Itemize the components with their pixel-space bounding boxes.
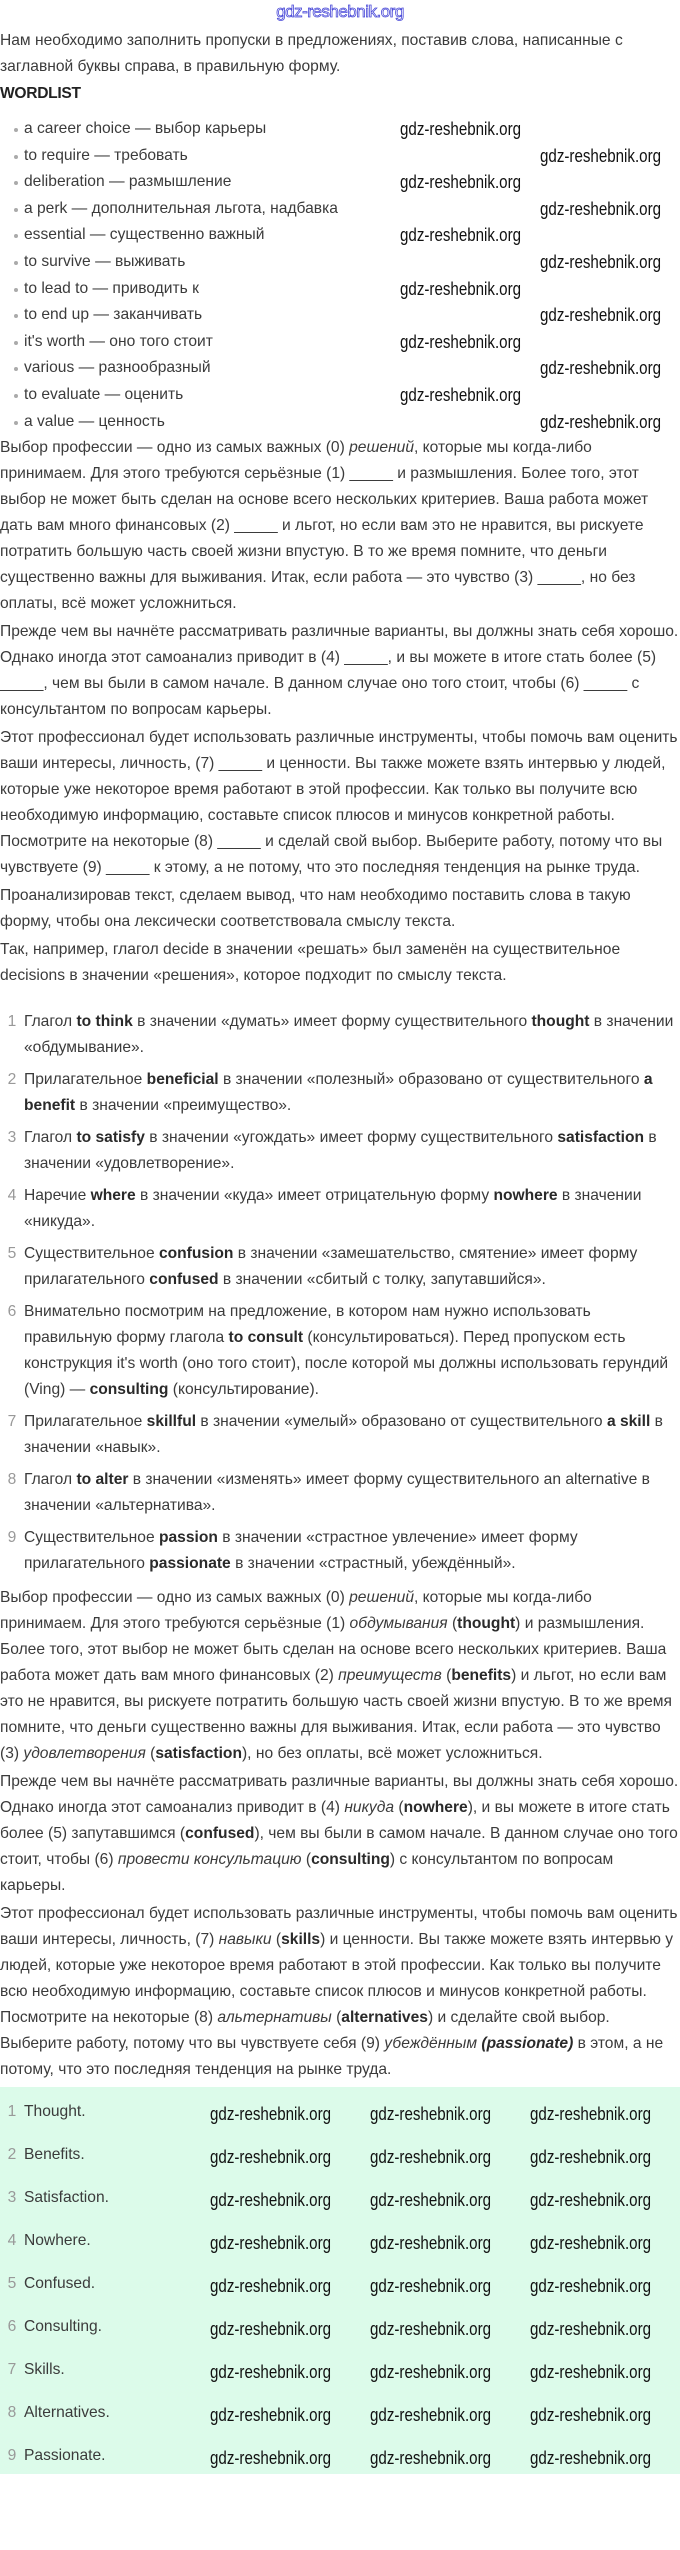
text-segment: (	[331, 2009, 342, 2027]
watermark-text: gdz-reshebnik.org	[370, 2147, 492, 2168]
watermark-text: gdz-reshebnik.org	[530, 2319, 652, 2340]
emphasis-text: преимуществ	[338, 1667, 442, 1685]
wordlist-item: to end up — заканчивать	[14, 302, 680, 329]
explanation-item	[0, 1525, 680, 1577]
emphasis-text: passionate	[149, 1555, 231, 1573]
watermark-text: gdz-reshebnik.org	[530, 2190, 652, 2211]
wordlist-item: a value — ценность	[14, 409, 680, 436]
item-number: 2	[7, 1071, 17, 1089]
solved-text	[0, 1585, 680, 2083]
answer-text: Satisfaction.	[24, 2188, 109, 2206]
site-header-watermark: gdz-reshebnik.org	[276, 2, 404, 21]
answer-number: 5	[7, 2274, 17, 2292]
text-segment: Глагол	[24, 1471, 77, 1489]
explanation-text	[24, 1409, 680, 1461]
watermark-text: gdz-reshebnik.org	[370, 2276, 492, 2297]
watermark-text: gdz-reshebnik.org	[210, 2448, 332, 2469]
answer-item	[0, 2302, 680, 2345]
watermark-text: gdz-reshebnik.org	[530, 2233, 652, 2254]
task-paragraph	[0, 725, 680, 881]
emphasis-text: benefits	[451, 1667, 512, 1685]
watermark-text: gdz-reshebnik.org	[400, 172, 522, 193]
wordlist-item: to survive — выживать	[14, 249, 680, 276]
watermark-text: gdz-reshebnik.org	[210, 2233, 332, 2254]
watermark-text: gdz-reshebnik.org	[210, 2276, 332, 2297]
text-segment: (	[447, 1615, 458, 1633]
watermark-text: gdz-reshebnik.org	[530, 2362, 652, 2383]
item-number: 3	[7, 1129, 17, 1147]
emphasis-text: alternatives	[341, 2009, 428, 2027]
emphasis-text: beneficial	[146, 1071, 219, 1089]
text-segment: в значении «изменять» имеет форму существительного an alternative в значении «альтернатива».	[24, 1471, 650, 1515]
explanation-item	[0, 1067, 680, 1119]
watermark-text: gdz-reshebnik.org	[370, 2362, 492, 2383]
watermark-text: gdz-reshebnik.org	[400, 119, 522, 139]
answer-item	[0, 2173, 680, 2216]
watermark-text: gdz-reshebnik.org	[370, 2448, 492, 2469]
emphasis-text: satisfaction	[557, 1129, 645, 1147]
text-segment: Глагол	[24, 1129, 77, 1147]
explanation-item	[0, 1009, 680, 1061]
text-segment: Выбор профессии — одно из самых важных (0)	[0, 1589, 350, 1607]
watermark-text: gdz-reshebnik.org	[540, 411, 662, 432]
watermark-text: gdz-reshebnik.org	[540, 145, 662, 166]
answer-number: 4	[7, 2231, 17, 2249]
watermark-text: gdz-reshebnik.org	[530, 2104, 652, 2125]
explanation-item	[0, 1125, 680, 1177]
answer-text: Skills.	[24, 2360, 65, 2378]
emphasis-text: никуда	[344, 1799, 395, 1817]
text-segment: в значении «навык».	[24, 1413, 663, 1457]
text-segment: Существительное	[24, 1245, 159, 1263]
emphasis-text: a benefit	[24, 1071, 653, 1115]
explanation-text	[24, 1183, 680, 1235]
text-segment: (	[301, 1851, 312, 1869]
wordlist-item: it's worth — оно того стоит	[14, 329, 680, 356]
wordlist-item: a career choice — выбор карьеры	[14, 116, 680, 143]
text-segment: Прежде чем вы начнёте рассматривать различные варианты, вы должны знать себя хорошо. Однако иногда этот самоанализ приводит в (4)	[0, 1773, 679, 1817]
text-segment: ) и размышления. Более того, этот выбор не может быть сделан на основе всего нескольких критериев. Ваша работа может дать вам много финансовых (2)	[0, 1615, 667, 1685]
wordlist-item: to lead to — приводить к	[14, 276, 680, 303]
emphasis-text: confused	[149, 1271, 219, 1289]
wordlist-heading: WORDLIST	[0, 85, 81, 102]
answer-item	[0, 2431, 680, 2474]
wordlist-item: deliberation — размышление	[14, 169, 680, 196]
answer-text: Benefits.	[24, 2145, 85, 2163]
wordlist-item: to require — требовать	[14, 143, 680, 170]
text-segment: в значении «страстное увлечение» имеет форму прилагательного	[24, 1529, 578, 1573]
watermark-text: gdz-reshebnik.org	[400, 331, 522, 352]
answer-item	[0, 2087, 680, 2130]
answer-item	[0, 2216, 680, 2259]
emphasis-text: to think	[76, 1013, 133, 1031]
explanation-text	[24, 1241, 680, 1293]
text-segment: Выбор профессии — одно из самых важных (0)	[0, 439, 350, 457]
watermark-text: gdz-reshebnik.org	[530, 2405, 652, 2426]
item-number: 9	[7, 1529, 17, 1547]
emphasis-text: решений	[349, 1589, 414, 1607]
text-segment: Этот профессионал будет использовать различные инструменты, чтобы помочь вам оценить ваши интересы, личность, (7)	[0, 1905, 678, 1949]
text-segment: в значении «страстный, убеждённый».	[230, 1555, 516, 1573]
explanation-item	[0, 1241, 680, 1293]
text-segment: ), но без оплаты, всё может усложниться.	[241, 1745, 543, 1763]
explanation-text	[24, 1467, 680, 1519]
answer-number: 8	[7, 2403, 17, 2421]
item-number: 8	[7, 1471, 17, 1489]
answer-item	[0, 2130, 680, 2173]
text-segment: в значении «никуда».	[24, 1187, 642, 1231]
item-number: 1	[7, 1013, 17, 1031]
text-segment: в значении «куда» имеет отрицательную форму	[135, 1187, 494, 1205]
text-segment: в значении «преимущество».	[75, 1097, 292, 1115]
watermark-text: gdz-reshebnik.org	[210, 2147, 332, 2168]
text-segment: ), и вы можете в итоге стать более (5) запутавшимся (	[0, 1799, 670, 1843]
text-segment: ) и льгот, но если вам это не нравится, вы рискуете потратить большую часть своей жизни впустую. В то же время помните, что деньги существенно важны для выживания. Итак, если работа — это чувство (3)	[0, 1667, 672, 1763]
text-segment: ) и сделайте свой выбор. Выберите работу, потому что вы чувствуете себя (9)	[0, 2009, 610, 2053]
text-segment: в значении «замешательство, смятение» имеет форму прилагательного	[24, 1245, 638, 1289]
emphasis-text: nowhere	[493, 1187, 558, 1205]
emphasis-text: провести консультацию	[117, 1851, 302, 1869]
answer-item	[0, 2345, 680, 2388]
watermark-text: gdz-reshebnik.org	[210, 2104, 332, 2125]
text-segment: в значении «сбитый с толку, запутавшийся».	[218, 1271, 546, 1289]
text-segment: (	[394, 1799, 404, 1817]
text-segment: Прежде чем вы начнёте рассматривать различные варианты, вы должны знать себя хорошо. Однако иногда этот самоанализ приводит в (4) _____, и вы можете в итоге стать более (5) _____, чем вы были в самом начале. В данном случае оно того стоит, чтобы (6) _____ с консультантом по вопросам карьеры.	[0, 623, 679, 719]
task-text	[0, 435, 680, 989]
emphasis-text: обдумывания	[349, 1615, 448, 1633]
answer-number: 9	[7, 2446, 17, 2464]
item-number: 4	[7, 1187, 17, 1205]
text-segment: Наречие	[24, 1187, 91, 1205]
solved-paragraph	[0, 1585, 680, 1767]
explanation-item	[0, 1409, 680, 1461]
text-segment: в значении «удовлетворение».	[24, 1129, 657, 1173]
wordlist-item: various — разнообразный	[14, 355, 680, 382]
task-paragraph	[0, 883, 680, 935]
explanations-list	[0, 1009, 680, 1577]
text-segment: (консультироваться). Перед пропуском есть конструкция it's worth (оно того стоит), после которой мы должны использовать герундий (Ving) —	[24, 1329, 669, 1399]
emphasis-text: альтернативы	[217, 2009, 332, 2027]
watermark-text: gdz-reshebnik.org	[530, 2147, 652, 2168]
emphasis-text: consulting	[89, 1381, 169, 1399]
text-segment: , которые мы когда-либо принимаем. Для этого требуются серьёзные (1)	[0, 1589, 592, 1633]
emphasis-text: удовлетворения	[23, 1745, 146, 1763]
text-segment: Так, например, глагол decide в значении «решать» был заменён на существительное decisions в значении «решения», которое подходит по смыслу текста.	[0, 941, 621, 985]
answer-text: Consulting.	[24, 2317, 103, 2335]
emphasis-text: навыки	[218, 1931, 272, 1949]
emphasis-text: thought	[531, 1013, 590, 1031]
watermark-text: gdz-reshebnik.org	[540, 305, 662, 326]
task-intro: Нам необходимо заполнить пропуски в предложениях, поставив слова, написанные с заглавной буквы справа, в правильную форму.	[0, 32, 623, 75]
answer-text: Nowhere.	[24, 2231, 91, 2249]
emphasis-text: thought	[457, 1615, 516, 1633]
emphasis-text: skillful	[146, 1413, 197, 1431]
emphasis-text: убеждённым	[384, 2035, 478, 2053]
emphasis-text: consulting	[311, 1851, 390, 1869]
exercise-content	[0, 28, 680, 2083]
watermark-text: gdz-reshebnik.org	[540, 358, 662, 379]
text-segment: ), чем вы были в самом начале. В данном случае оно того стоит, чтобы (6)	[0, 1825, 678, 1869]
answer-number: 1	[7, 2102, 17, 2120]
emphasis-text: skills	[281, 1931, 321, 1949]
emphasis-text: where	[90, 1187, 136, 1205]
solved-paragraph	[0, 1901, 680, 2083]
emphasis-text: confusion	[158, 1245, 234, 1263]
emphasis-text: confused	[185, 1825, 255, 1843]
solved-paragraph	[0, 1769, 680, 1899]
watermark-text: gdz-reshebnik.org	[540, 198, 662, 219]
answer-item	[0, 2388, 680, 2431]
watermark-text: gdz-reshebnik.org	[530, 2276, 652, 2297]
item-number: 7	[7, 1413, 17, 1431]
watermark-text: gdz-reshebnik.org	[210, 2190, 332, 2211]
explanation-text	[24, 1525, 680, 1577]
emphasis-text: nowhere	[403, 1799, 468, 1817]
watermark-text: gdz-reshebnik.org	[210, 2405, 332, 2426]
text-segment: (	[145, 1745, 156, 1763]
explanation-text	[24, 1299, 680, 1403]
watermark-text: gdz-reshebnik.org	[400, 385, 522, 405]
text-segment: (	[271, 1931, 282, 1949]
answer-text: Passionate.	[24, 2446, 106, 2464]
wordlist-item: to evaluate — оценить	[14, 382, 680, 409]
item-number: 5	[7, 1245, 17, 1263]
text-segment: Проанализировав текст, сделаем вывод, что нам необходимо поставить слова в такую форму, чтобы она лексически соответствовала смыслу текста.	[0, 887, 631, 931]
text-segment: в значении «обдумывание».	[24, 1013, 674, 1057]
answer-item	[0, 2259, 680, 2302]
text-segment: в значении «умелый» образовано от существительного	[196, 1413, 607, 1431]
text-segment: в значении «полезный» образовано от существительного	[218, 1071, 644, 1089]
text-segment: в значении «думать» имеет форму существительного	[132, 1013, 532, 1031]
watermark-text: gdz-reshebnik.org	[400, 278, 522, 299]
emphasis-text: (passionate)	[481, 2035, 574, 2053]
text-segment: Глагол	[24, 1013, 77, 1031]
emphasis-text: решений	[349, 439, 414, 457]
answer-number: 2	[7, 2145, 17, 2163]
task-paragraph	[0, 937, 680, 989]
text-segment: Прилагательное	[24, 1071, 147, 1089]
emphasis-text: passion	[158, 1529, 218, 1547]
text-segment: Внимательно посмотрим на предложение, в котором нам нужно использовать правильную форму глагола	[24, 1303, 591, 1347]
watermark-text: gdz-reshebnik.org	[540, 252, 662, 272]
emphasis-text: to alter	[76, 1471, 129, 1489]
text-segment: (консультирование).	[168, 1381, 319, 1399]
item-number: 6	[7, 1303, 17, 1321]
text-segment: ) с консультантом по вопросам карьеры.	[0, 1851, 614, 1895]
wordlist-item: essential — существенно важный	[14, 222, 680, 249]
explanation-text	[24, 1067, 680, 1119]
emphasis-text: to satisfy	[76, 1129, 145, 1147]
explanation-text	[24, 1125, 680, 1177]
answer-text: Thought.	[24, 2102, 86, 2120]
text-segment: , которые мы когда-либо принимаем. Для этого требуются серьёзные (1) _____ и размышления. Более того, этот выбор не может быть сделан на основе всего нескольких критериев. Ваша работа может дать вам много финансовых (2) _____ и льгот, но если вам это не нравится, вы рискуете потратить большую часть своей жизни впустую. В то же время помните, что деньги существенно важны для выживания. Итак, если работа — это чувство (3) _____, но без оплаты, всё может усложниться.	[0, 439, 649, 613]
text-segment: Этот профессионал будет использовать различные инструменты, чтобы помочь вам оценить ваши интересы, личность, (7) _____ и ценности. Вы также можете взять интервью у людей, которые уже некоторое время работают в этой профессии. Как только вы получите всю необходимую информацию, составьте список плюсов и минусов конкретной работы. Посмотрите на некоторые (8) _____ и сделай свой выбор. Выберите работу, потому что вы чувствуете (9) _____ к этому, а не потому, что это последняя тенденция на рынке труда.	[0, 729, 678, 877]
task-paragraph	[0, 435, 680, 617]
answer-number: 7	[7, 2360, 17, 2378]
text-segment: (	[441, 1667, 452, 1685]
explanation-item	[0, 1299, 680, 1403]
task-paragraph	[0, 619, 680, 723]
text-segment: в этом, а не потому, что это последняя тенденция на рынке труда.	[0, 2035, 664, 2079]
emphasis-text: to consult	[228, 1329, 304, 1347]
watermark-text: gdz-reshebnik.org	[400, 225, 522, 246]
answer-text: Alternatives.	[24, 2403, 110, 2421]
watermark-text: gdz-reshebnik.org	[370, 2190, 492, 2211]
explanation-text	[24, 1009, 680, 1061]
explanation-item	[0, 1183, 680, 1235]
text-segment: в значении «угождать» имеет форму существительного	[144, 1129, 558, 1147]
wordlist-item: a perk — дополнительная льгота, надбавка	[14, 196, 680, 223]
watermark-text: gdz-reshebnik.org	[370, 2405, 492, 2426]
explanation-item	[0, 1467, 680, 1519]
answer-number: 6	[7, 2317, 17, 2335]
watermark-text: gdz-reshebnik.org	[210, 2319, 332, 2340]
watermark-text: gdz-reshebnik.org	[370, 2233, 492, 2254]
watermark-text: gdz-reshebnik.org	[370, 2319, 492, 2340]
text-segment: Существительное	[24, 1529, 159, 1547]
text-segment: ) и ценности. Вы также можете взять интервью у людей, которые уже некоторое время работают в этой профессии. Как только вы получите всю необходимую информацию, составьте список плюсов и минусов конкретной работы. Посмотрите на некоторые (8)	[0, 1931, 674, 2027]
watermark-text: gdz-reshebnik.org	[370, 2104, 492, 2125]
answers-panel	[0, 2087, 680, 2474]
watermark-text: gdz-reshebnik.org	[210, 2362, 332, 2383]
emphasis-text: a skill	[606, 1413, 651, 1431]
emphasis-text: satisfaction	[155, 1745, 242, 1763]
watermark-text: gdz-reshebnik.org	[530, 2448, 652, 2469]
text-segment: Прилагательное	[24, 1413, 147, 1431]
answer-text: Confused.	[24, 2274, 96, 2292]
wordlist	[0, 116, 680, 435]
answer-number: 3	[7, 2188, 17, 2206]
